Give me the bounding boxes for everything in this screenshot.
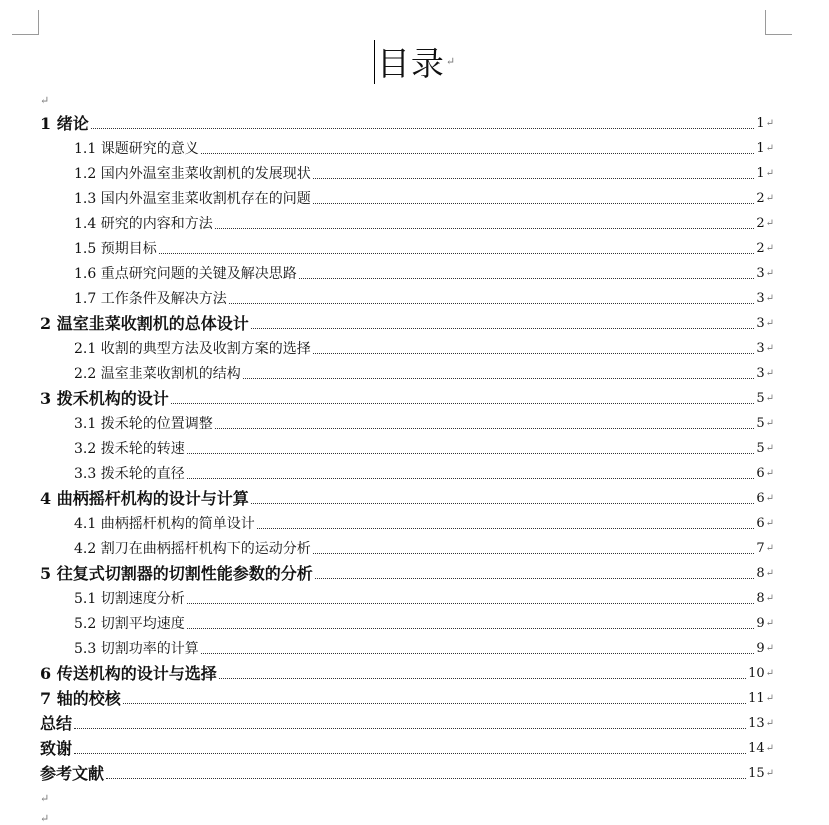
- dot-leader: [171, 402, 755, 404]
- paragraph-mark-icon: ↵: [765, 268, 774, 279]
- text-cursor: [374, 40, 375, 84]
- toc-entry[interactable]: [74, 288, 774, 310]
- dot-leader: [187, 602, 755, 604]
- toc-entry-page: 1: [756, 141, 765, 156]
- dot-leader: [313, 202, 755, 204]
- toc-entry[interactable]: [74, 613, 774, 635]
- toc-entry-label: 1.7 工作条件及解决方法: [74, 291, 227, 307]
- paragraph-mark-icon: ↵: [765, 568, 774, 579]
- toc-entry-page: 1: [756, 166, 765, 181]
- toc-entry-page: 7: [756, 541, 765, 556]
- dot-leader: [299, 277, 755, 279]
- toc-entry-label: 致谢: [40, 739, 73, 758]
- toc-entry[interactable]: [74, 163, 774, 185]
- toc-entry-label: 1 绪论: [40, 114, 89, 133]
- paragraph-mark-icon: ↵: [765, 343, 774, 354]
- dot-leader: [159, 252, 755, 254]
- dot-leader: [313, 552, 755, 554]
- paragraph-mark-icon: ↵: [40, 812, 50, 825]
- toc-entry[interactable]: [40, 663, 774, 685]
- toc-entry-label: 3 拨禾机构的设计: [40, 389, 169, 408]
- toc-entry[interactable]: [74, 188, 774, 210]
- crop-mark-top-right: [765, 10, 792, 35]
- toc-entry-page: 3: [756, 366, 765, 381]
- toc-entry[interactable]: [40, 763, 774, 785]
- dot-leader: [243, 377, 755, 379]
- toc-entry-page: 3: [756, 266, 765, 281]
- dot-leader: [257, 527, 755, 529]
- toc-entry[interactable]: [74, 238, 774, 260]
- paragraph-mark-icon: ↵: [765, 493, 774, 504]
- paragraph-mark-icon: ↵: [765, 468, 774, 479]
- paragraph-mark-icon: ↵: [40, 94, 50, 107]
- paragraph-mark-icon: ↵: [765, 193, 774, 204]
- toc-entry-page: 6: [756, 466, 765, 481]
- paragraph-mark-icon: ↵: [765, 693, 774, 704]
- toc-entry[interactable]: [74, 413, 774, 435]
- dot-leader: [187, 452, 755, 454]
- paragraph-mark-icon: ↵: [765, 768, 774, 779]
- toc-entry-label: 2 温室韭菜收割机的总体设计: [40, 314, 249, 333]
- paragraph-mark-icon: ↵: [765, 518, 774, 529]
- paragraph-mark-icon: ↵: [765, 218, 774, 229]
- toc-entry[interactable]: [40, 713, 774, 735]
- toc-entry[interactable]: [40, 738, 774, 760]
- toc-entry-page: 3: [756, 316, 765, 331]
- toc-entry-label: 1.2 国内外温室韭菜收割机的发展现状: [74, 166, 311, 182]
- toc-entry-page: 2: [756, 191, 765, 206]
- toc-entry-page: 6: [756, 491, 765, 506]
- toc-entry[interactable]: [74, 363, 774, 385]
- toc-entry-page: 14: [748, 741, 765, 756]
- toc-entry-page: 5: [756, 441, 765, 456]
- toc-entry-label: 1.3 国内外温室韭菜收割机存在的问题: [74, 191, 311, 207]
- toc-entry-page: 5: [756, 391, 765, 406]
- paragraph-mark-icon: ↵: [765, 168, 774, 179]
- paragraph-mark-icon: ↵: [40, 792, 50, 805]
- paragraph-mark-icon: ↵: [765, 743, 774, 754]
- paragraph-mark-icon: ↵: [445, 55, 456, 68]
- paragraph-mark-icon: ↵: [765, 668, 774, 679]
- paragraph-mark-icon: ↵: [765, 543, 774, 554]
- toc-entry[interactable]: [74, 213, 774, 235]
- dot-leader: [215, 227, 755, 229]
- toc-entry-page: 3: [756, 291, 765, 306]
- toc-entry[interactable]: [74, 438, 774, 460]
- toc-entry-label: 参考文献: [40, 764, 105, 783]
- dot-leader: [229, 302, 755, 304]
- toc-entry[interactable]: [40, 113, 774, 135]
- toc-entry-label: 1.5 预期目标: [74, 241, 157, 257]
- dot-leader: [187, 477, 755, 479]
- toc-entry-page: 9: [756, 641, 765, 656]
- dot-leader: [74, 727, 746, 729]
- paragraph-mark-icon: ↵: [765, 243, 774, 254]
- paragraph-mark-icon: ↵: [765, 143, 774, 154]
- toc-entry[interactable]: [40, 313, 774, 335]
- toc-entry-page: 2: [756, 216, 765, 231]
- dot-leader: [201, 652, 755, 654]
- toc-entry-label: 3.2 拨禾轮的转速: [74, 441, 185, 457]
- paragraph-mark-icon: ↵: [765, 293, 774, 304]
- toc-entry-page: 6: [756, 516, 765, 531]
- toc-entry-label: 5.1 切割速度分析: [74, 591, 185, 607]
- toc-entry[interactable]: [40, 688, 774, 710]
- dot-leader: [201, 152, 755, 154]
- dot-leader: [123, 702, 746, 704]
- paragraph-mark-icon: ↵: [765, 393, 774, 404]
- dot-leader: [74, 752, 746, 754]
- toc-entry-label: 5 往复式切割器的切割性能参数的分析: [40, 564, 313, 583]
- toc-entry-label: 3.1 拨禾轮的位置调整: [74, 416, 213, 432]
- dot-leader: [219, 677, 746, 679]
- toc-entry-label: 2.1 收割的典型方法及收割方案的选择: [74, 341, 311, 357]
- paragraph-mark-icon: ↵: [765, 118, 774, 129]
- toc-entry-page: 5: [756, 416, 765, 431]
- paragraph-mark-icon: ↵: [765, 718, 774, 729]
- toc-entry-label: 4.2 割刀在曲柄摇杆机构下的运动分析: [74, 541, 311, 557]
- page-title[interactable]: 目录: [376, 44, 445, 83]
- dot-leader: [215, 427, 755, 429]
- toc-entry[interactable]: [74, 463, 774, 485]
- toc-entry-page: 11: [748, 691, 765, 706]
- paragraph-mark-icon: ↵: [765, 318, 774, 329]
- toc-entry[interactable]: [74, 338, 774, 360]
- dot-leader: [315, 577, 755, 579]
- toc-entry[interactable]: [74, 513, 774, 535]
- toc-entry-label: 1.1 课题研究的意义: [74, 141, 199, 157]
- paragraph-mark-icon: ↵: [765, 418, 774, 429]
- toc-entry-page: 15: [748, 766, 765, 781]
- toc-entry-page: 9: [756, 616, 765, 631]
- dot-leader: [187, 627, 755, 629]
- toc-entry-page: 3: [756, 341, 765, 356]
- toc-entry-label: 4 曲柄摇杆机构的设计与计算: [40, 489, 249, 508]
- toc-entry[interactable]: [40, 563, 774, 585]
- crop-mark-top-left: [12, 10, 39, 35]
- toc-entry[interactable]: [74, 138, 774, 160]
- toc-entry-label: 5.3 切割功率的计算: [74, 641, 199, 657]
- toc-entry-label: 7 轴的校核: [40, 689, 121, 708]
- toc-entry-page: 8: [756, 591, 765, 606]
- toc-entry[interactable]: [74, 263, 774, 285]
- toc-entry-label: 1.6 重点研究问题的关键及解决思路: [74, 266, 297, 282]
- title-line: [0, 38, 829, 85]
- dot-leader: [91, 127, 755, 129]
- toc-entry-label: 4.1 曲柄摇杆机构的简单设计: [74, 516, 255, 532]
- toc-entry-page: 13: [748, 716, 765, 731]
- toc-entry-page: 1: [756, 116, 765, 131]
- paragraph-mark-icon: ↵: [765, 618, 774, 629]
- paragraph-mark-icon: ↵: [765, 368, 774, 379]
- dot-leader: [251, 502, 755, 504]
- paragraph-mark-icon: ↵: [765, 593, 774, 604]
- toc-entry[interactable]: [74, 588, 774, 610]
- toc-entry[interactable]: [74, 538, 774, 560]
- dot-leader: [251, 327, 755, 329]
- toc-entry[interactable]: [40, 388, 774, 410]
- toc-entry-label: 3.3 拨禾轮的直径: [74, 466, 185, 482]
- toc-entry-label: 5.2 切割平均速度: [74, 616, 185, 632]
- dot-leader: [313, 352, 755, 354]
- toc-entry-label: 6 传送机构的设计与选择: [40, 664, 217, 683]
- toc-entry-page: 2: [756, 241, 765, 256]
- toc-entry[interactable]: [74, 638, 774, 660]
- paragraph-mark-icon: ↵: [765, 443, 774, 454]
- toc-entry-label: 1.4 研究的内容和方法: [74, 216, 213, 232]
- dot-leader: [106, 777, 746, 779]
- paragraph-mark-icon: ↵: [765, 643, 774, 654]
- toc-entry-page: 8: [756, 566, 765, 581]
- toc-entry-page: 10: [748, 666, 765, 681]
- toc-entry-label: 2.2 温室韭菜收割机的结构: [74, 366, 241, 382]
- dot-leader: [313, 177, 755, 179]
- toc-entry[interactable]: [40, 488, 774, 510]
- toc-entry-label: 总结: [40, 714, 73, 733]
